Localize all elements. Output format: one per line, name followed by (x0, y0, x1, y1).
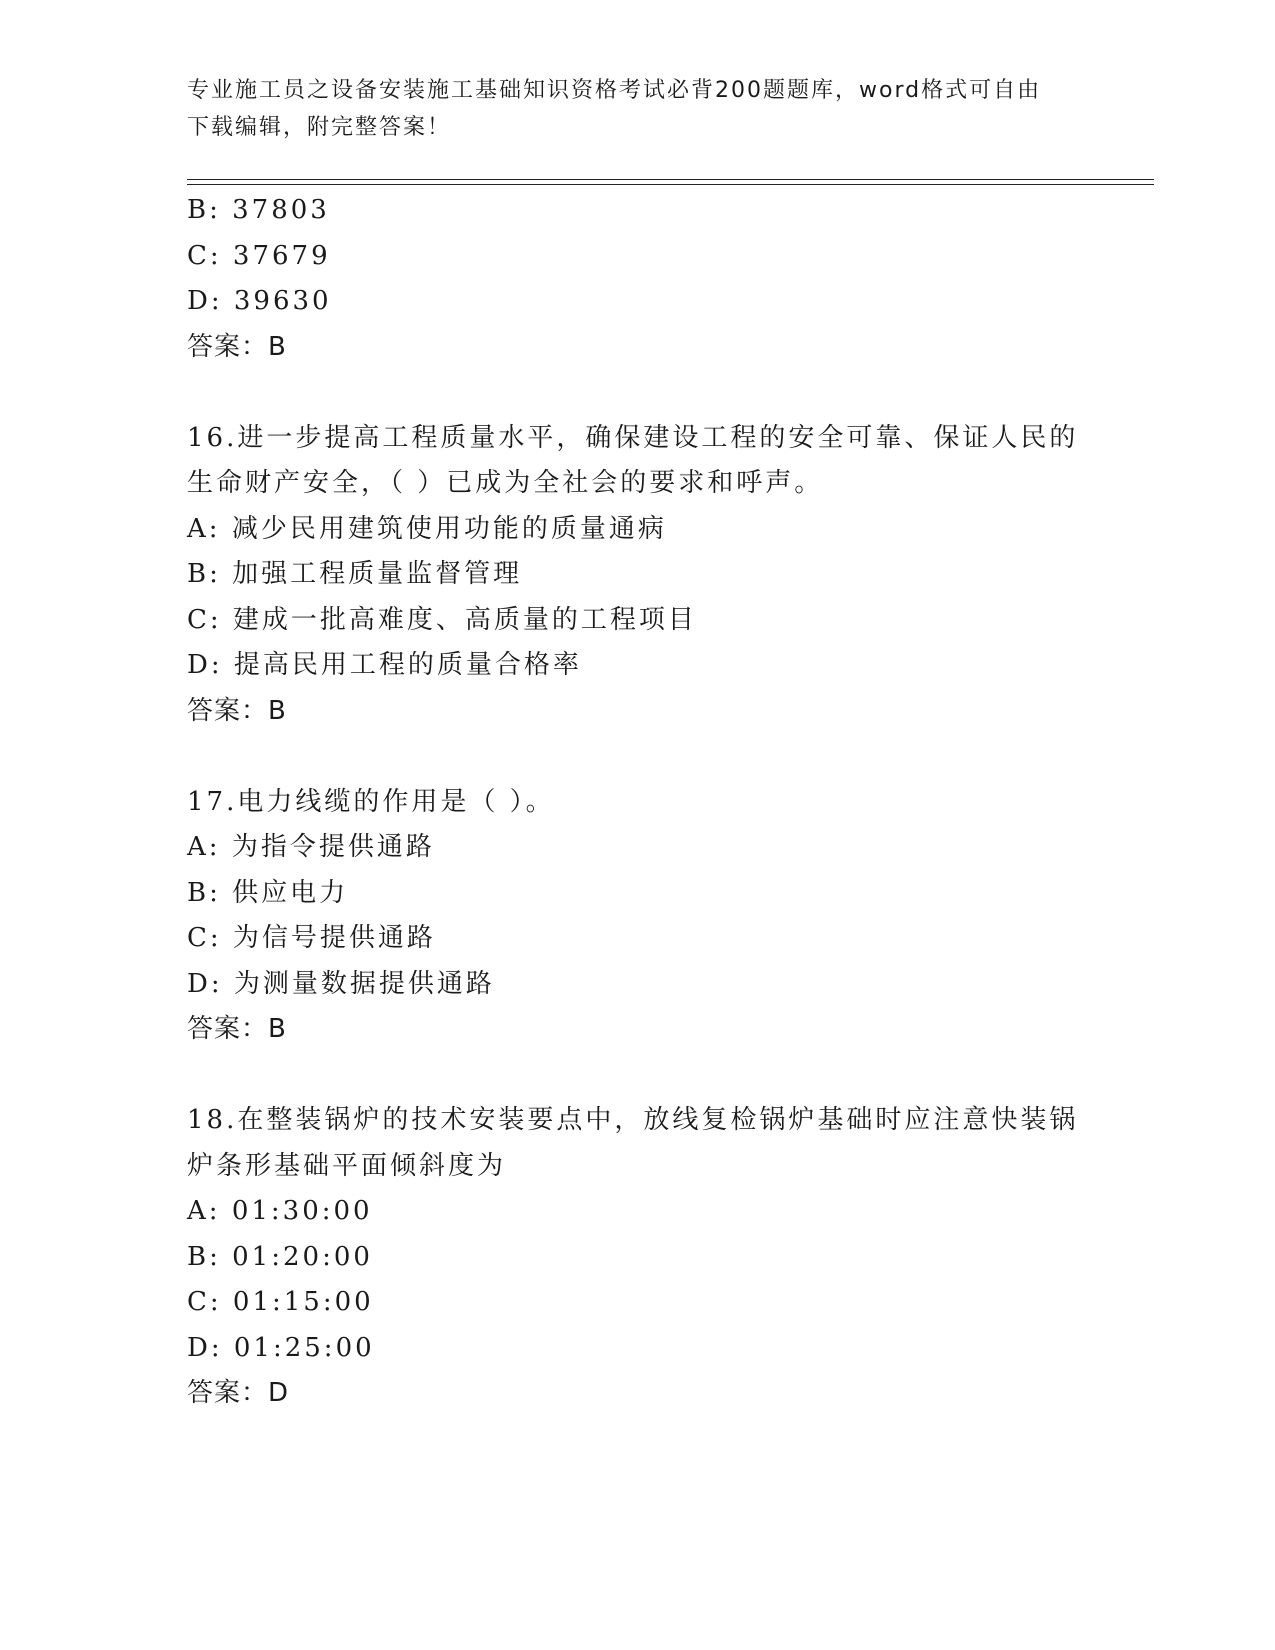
document-header (187, 72, 1067, 146)
option-a: A: 01:30:00 (187, 1196, 373, 1226)
option-c: C: 01:15:00 (187, 1287, 374, 1317)
document-content (187, 188, 1087, 1417)
question-16 (187, 416, 1087, 735)
header-rule-top (187, 179, 1154, 180)
spacer (187, 734, 1087, 780)
spacer (187, 370, 1087, 416)
option-d: D: 为测量数据提供通路 (187, 968, 495, 999)
option-b: B: 01:20:00 (187, 1241, 373, 1272)
option-c: C: 建成一批高难度、高质量的工程项目 (187, 604, 697, 635)
option-d: D: 39630 (187, 286, 332, 316)
question-stem: 18.在整装锅炉的技术安装要点中，放线复检锅炉基础时应注意快装锅 (187, 1105, 1079, 1135)
option-b: B: 供应电力 (187, 877, 349, 908)
option-c: C: 为信号提供通路 (187, 923, 436, 953)
option-a: A: 减少民用建筑使用功能的质量通病 (187, 513, 667, 544)
question-17 (187, 780, 1087, 1053)
header-line-2: 下载编辑，附完整答案！ (187, 115, 452, 140)
question-18 (187, 1098, 1087, 1417)
spacer (187, 1053, 1087, 1099)
option-a: A: 为指令提供通路 (187, 832, 435, 862)
header-line-1: 专业施工员之设备安装施工基础知识资格考试必背200题题库，word格式可自由 (187, 78, 1042, 103)
question-stem: 17.电力线缆的作用是（ ）。 (187, 786, 555, 817)
answer: 答案：B (187, 331, 287, 362)
answer: 答案：D (187, 1378, 290, 1408)
option-d: D: 01:25:00 (187, 1332, 375, 1363)
option-d: D: 提高民用工程的质量合格率 (187, 650, 582, 680)
question-stem: 生命财产安全，（ ）已成为全社会的要求和呼声。 (187, 468, 824, 498)
question-stem: 16.进一步提高工程质量水平，确保建设工程的安全可靠、保证人民的 (187, 422, 1079, 453)
option-b: B: 加强工程质量监督管理 (187, 559, 523, 589)
question-stem: 炉条形基础平面倾斜度为 (187, 1150, 507, 1181)
header-rule-bottom (187, 184, 1154, 185)
option-c: C: 37679 (187, 240, 331, 271)
option-b: B: 37803 (187, 195, 330, 225)
answer: 答案：B (187, 1014, 287, 1044)
question-15-continuation (187, 188, 1087, 370)
answer: 答案：B (187, 695, 287, 726)
